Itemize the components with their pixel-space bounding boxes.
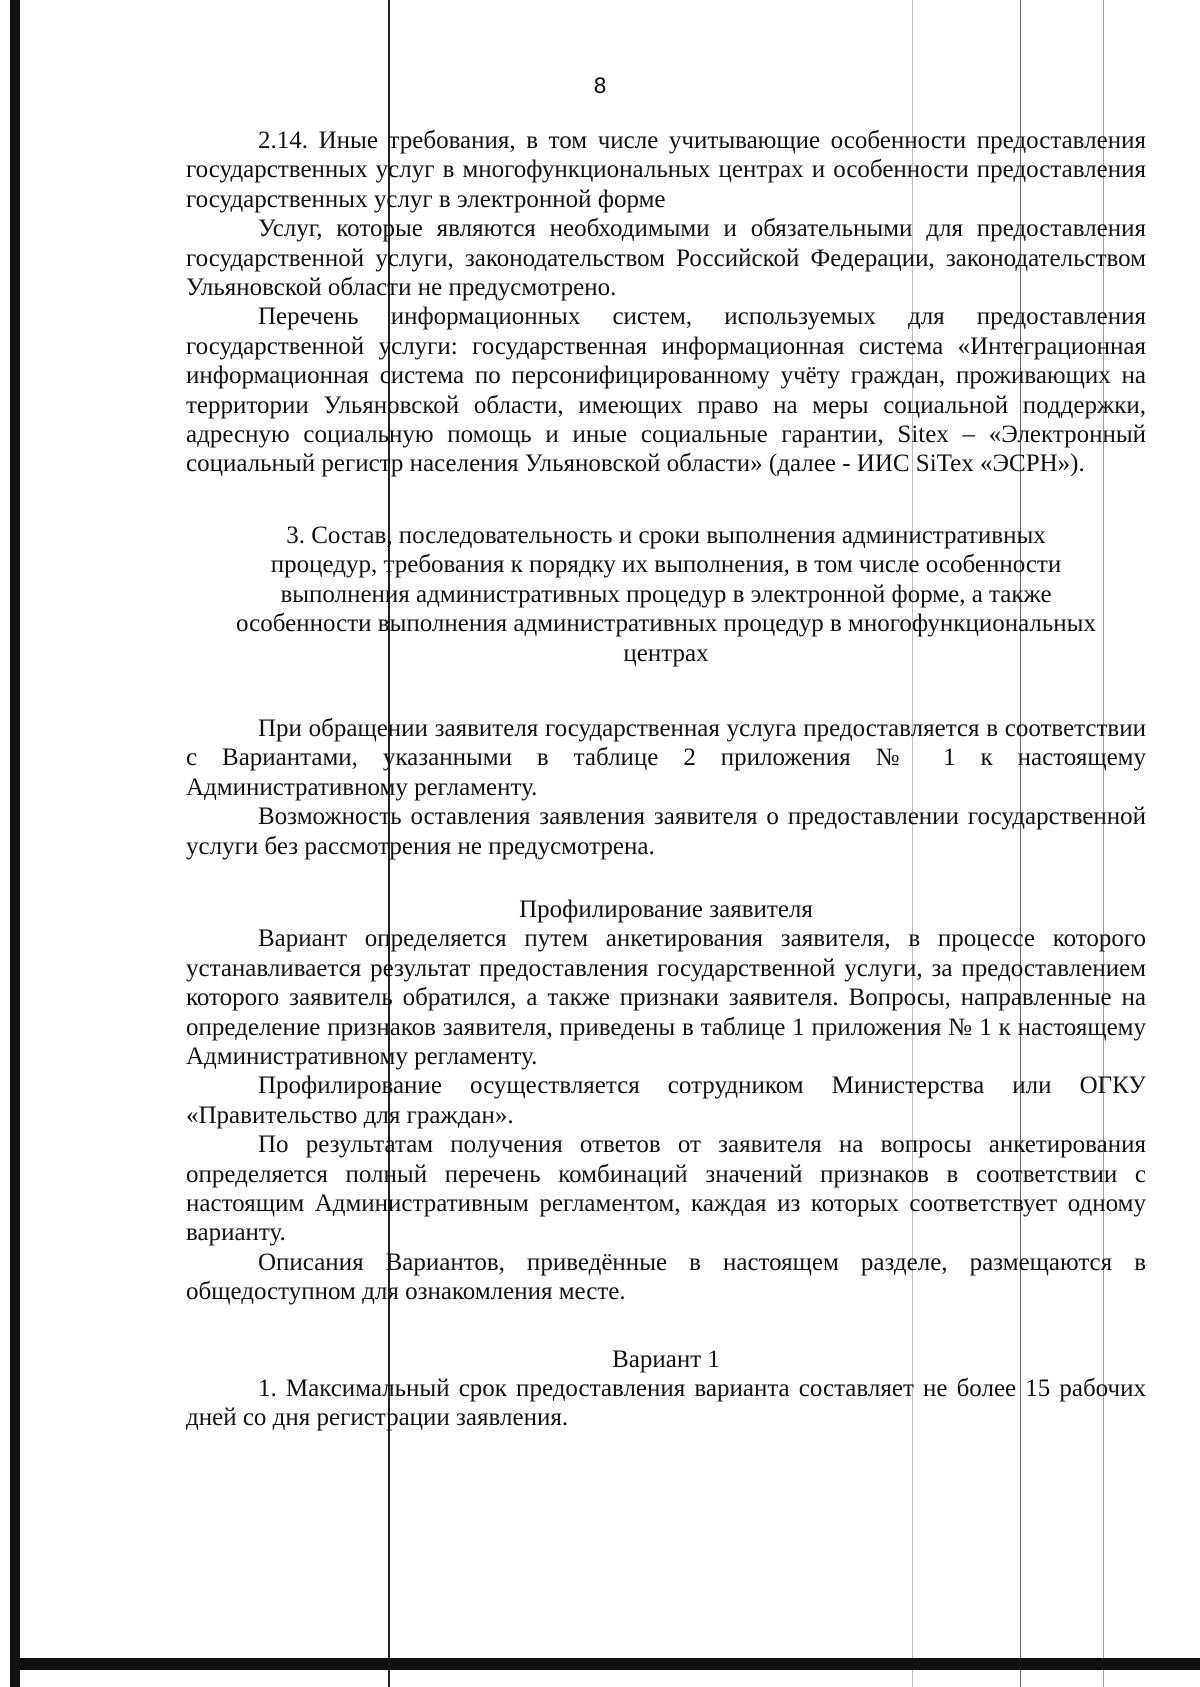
paragraph-variant-1-term: 1. Максимальный срок предоставления варианта составляет не более 15 рабочих дней со дня регистрации заявления. [186, 1375, 1146, 1432]
paragraph-profiling-3: По результатам получения ответов от заявителя на вопросы анкетирования определяется полный перечень комбинаций значений признаков в соответствии с настоящим Административным регламентом, каждая из которых соответствует одному варианту. [186, 1131, 1146, 1247]
paragraph-services: Услуг, которые являются необходимыми и обязательными для предоставления государственной услуги, законодательством Российской Федерации, законодательством Ульяновской области не предусмотрено. [186, 215, 1146, 302]
scan-edge-bottom [20, 1658, 1200, 1670]
paragraph-info-systems: Перечень информационных систем, используемых для предоставления государственной услуги: государственная информационная система «Интеграционная информационная система по персонифицированному учёту граждан, проживающих на территории Ульяновской области, имеющих право на меры социальной поддержки, адресную социальную помощь и иные социальные гарантии, Sitex – «Электронный социальный регистр населения Ульяновской области» (далее - ИИС SiTex «ЭСРН»). [186, 303, 1146, 478]
scan-edge-left [10, 0, 20, 1687]
subheading-variant-1: Вариант 1 [612, 1345, 720, 1373]
section-heading-3: 3. Состав, последовательность и сроки выполнения административных процедур, требования к порядку их выполнения, в том числе особенности выполнения административных процедур в электронной форме, а также особенности выполнения административных процедур в многофункциональных центрах [236, 521, 1096, 667]
paragraph-variants: При обращении заявителя государственная услуга предоставляется в соответствии с Вариантами, указанными в таблице 2 приложения № 1 к настоящему Административному регламенту. [186, 714, 1146, 801]
paragraph-profiling-1: Вариант определяется путем анкетирования заявителя, в процессе которого устанавливается результат предоставления государственной услуги, за предоставлением которого заявитель обратился, а также признаки заявителя. Вопросы, направленные на определение признаков заявителя, приведены в таблице 1 приложения № 1 к настоящему Административному регламенту. [186, 925, 1146, 1070]
page-number: 8 [593, 74, 607, 98]
paragraph-no-review: Возможность оставления заявления заявителя о предоставлении государственной услуги без рассмотрения не предусмотрена. [186, 803, 1146, 860]
document-body [186, 126, 1146, 1433]
paragraph-2-14: 2.14. Иные требования, в том числе учитывающие особенности предоставления государственных услуг в многофункциональных центрах и особенности предоставления государственных услуг в электронной форме [186, 127, 1146, 213]
paragraph-profiling-2: Профилирование осуществляется сотрудником Министерства или ОГКУ «Правительство для граждан». [186, 1072, 1146, 1129]
subheading-profiling: Профилирование заявителя [519, 895, 813, 923]
paragraph-profiling-4: Описания Вариантов, приведённые в настоящем разделе, размещаются в общедоступном для ознакомления месте. [186, 1248, 1146, 1306]
